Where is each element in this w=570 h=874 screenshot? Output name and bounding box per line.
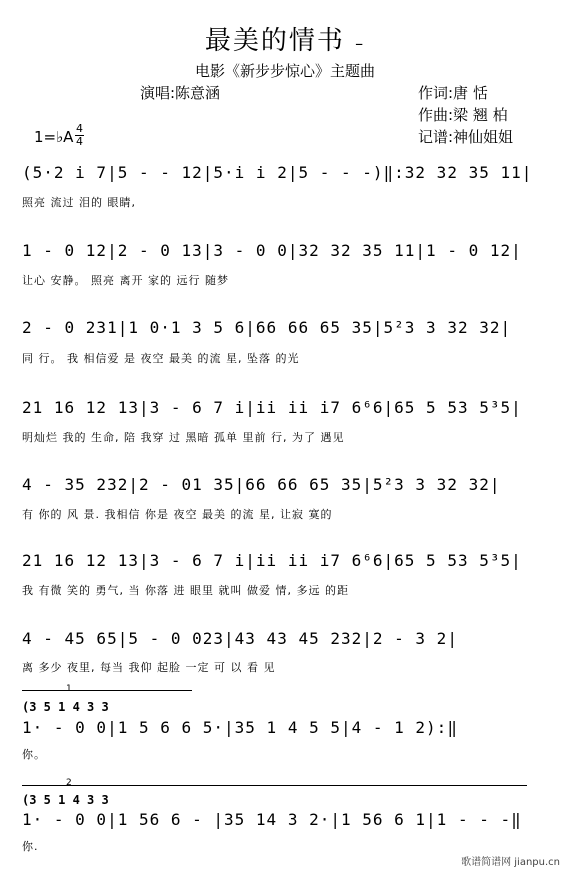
title-dash: – bbox=[355, 34, 366, 53]
meter-top: 4 bbox=[76, 122, 83, 135]
volta-label-2: 2 bbox=[66, 778, 72, 788]
notation-line-5: 4 - 35 232|2 - 01 35|66 66 65 35|5²3 3 32 32| bbox=[22, 475, 501, 494]
lyrics-line-2: 让心 安静。 照亮 离开 家的 远行 随梦 bbox=[22, 274, 229, 287]
volta-bracket-1 bbox=[22, 690, 192, 691]
lyricist-credit: 作词:唐 恬 bbox=[418, 84, 488, 102]
lyrics-line-3: 同 行。 我 相信爱 是 夜空 最美 的流 星, 坠落 的光 bbox=[22, 352, 300, 365]
volta-bracket-2 bbox=[22, 785, 527, 786]
singer-credit: 演唱:陈意涵 bbox=[140, 84, 221, 102]
notation-line-1: (5·2 i 7|5 - - 12|5·i i 2|5 - - -)‖:32 32 35 11| bbox=[22, 163, 533, 182]
grace-notes-2: (3 5 1 4 3 3 bbox=[22, 793, 109, 807]
lyrics-line-8: 你。 bbox=[22, 748, 46, 761]
lyrics-line-5: 有 你的 风 景. 我相信 你是 夜空 最美 的流 星, 让寂 寞的 bbox=[22, 508, 333, 521]
notation-line-4: 21 16 12 13|3 - 6 7 i|ii ii i7 6⁶6|65 5 53 5³5| bbox=[22, 398, 522, 417]
lyrics-line-9: 你. bbox=[22, 840, 39, 853]
composer-credit: 作曲:梁 翘 柏 bbox=[418, 106, 508, 124]
lyrics-line-6: 我 有微 笑的 勇气, 当 你落 进 眼里 就叫 做爱 情, 多远 的距 bbox=[22, 584, 349, 597]
notation-line-2: 1 - 0 12|2 - 0 13|3 - 0 0|32 32 35 11|1 - 0 12| bbox=[22, 241, 522, 260]
grace-notes-1: (3 5 1 4 3 3 bbox=[22, 700, 109, 714]
volta-label-1: 1 bbox=[66, 684, 72, 694]
page-title: 最美的情书 – bbox=[204, 26, 366, 56]
lyrics-line-4: 明灿烂 我的 生命, 陪 我穿 过 黑暗 孤单 里前 行, 为了 遇见 bbox=[22, 431, 345, 444]
subtitle: 电影《新步步惊心》主题曲 bbox=[194, 62, 375, 80]
lyrics-line-1: 照亮 流过 泪的 眼睛, bbox=[22, 196, 136, 209]
notation-line-8: 1· - 0 0|1 5 6 6 5·|35 1 4 5 5|4 - 1 2):‖ bbox=[22, 718, 458, 737]
time-signature bbox=[75, 124, 84, 147]
transcriber-credit: 记谱:神仙姐姐 bbox=[418, 128, 514, 146]
meter-bottom: 4 bbox=[76, 135, 83, 148]
notation-line-7: 4 - 45 65|5 - 0 023|43 43 45 232|2 - 3 2| bbox=[22, 629, 458, 648]
watermark: 歌谱简谱网 jianpu.cn bbox=[461, 857, 560, 868]
key-signature: 1=♭A bbox=[34, 128, 74, 146]
notation-line-3: 2 - 0 231|1 0·1 3 5 6|66 66 65 35|5²3 3 32 32| bbox=[22, 318, 512, 337]
notation-line-6: 21 16 12 13|3 - 6 7 i|ii ii i7 6⁶6|65 5 53 5³5| bbox=[22, 551, 522, 570]
notation-line-9: 1· - 0 0|1 56 6 - |35 14 3 2·|1 56 6 1|1 - - -‖ bbox=[22, 810, 522, 829]
lyrics-line-7: 离 多少 夜里, 每当 我仰 起脸 一定 可 以 看 见 bbox=[22, 661, 276, 674]
